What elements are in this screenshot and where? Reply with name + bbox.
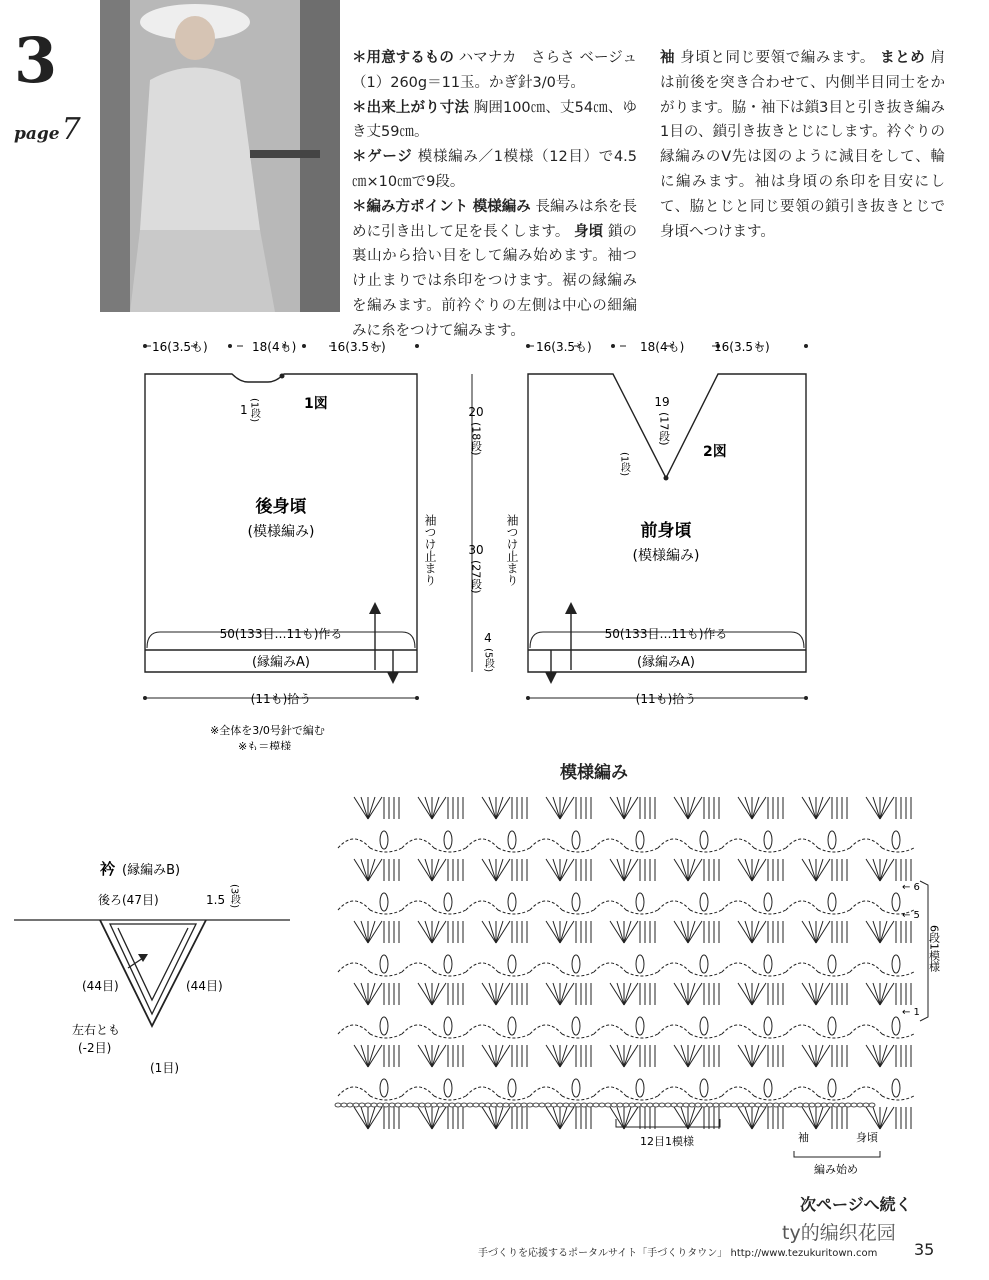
collar-height-rows: (3段) bbox=[228, 884, 240, 909]
instructions-column-2 bbox=[660, 46, 945, 244]
front-pickup-label: (11も)拾う bbox=[635, 692, 697, 706]
back-title: 後身頃 bbox=[255, 497, 307, 517]
page-reference bbox=[14, 112, 81, 147]
front-fig-label: 2図 bbox=[703, 444, 727, 460]
width-label: 12目1模様 bbox=[640, 1135, 694, 1148]
front-dim-right: 16(3.5も) bbox=[714, 340, 770, 354]
row-marker: ← 1 bbox=[902, 1007, 920, 1018]
height-lower-rows: (5段) bbox=[482, 648, 494, 673]
collar-dec-label: 左右とも bbox=[72, 1023, 121, 1037]
sleeve-heading: 袖 bbox=[660, 50, 676, 66]
row-marker: ← 6 bbox=[902, 882, 920, 893]
stitch-chart bbox=[320, 785, 940, 1190]
collar-dec-value: (-2目) bbox=[78, 1041, 112, 1055]
chart-title: 模様編み bbox=[560, 763, 628, 783]
front-down-arrowhead bbox=[545, 672, 557, 684]
back-neck-rows: 1 bbox=[240, 403, 248, 417]
continued-label: 次ページへ続く bbox=[800, 1195, 912, 1214]
note-needle: ※全体を3/0号針で編む bbox=[210, 724, 325, 737]
back-pickup-label: (11も)拾う bbox=[250, 692, 312, 706]
collar-title: 衿 bbox=[100, 860, 116, 878]
height-upper-rows: (18段) bbox=[469, 422, 483, 456]
model-photo bbox=[100, 0, 340, 312]
body-text: 鎖の裏山から拾い目をして編み始めます。袖つけ止まりでは糸印をつけます。裾の縁編みを編みます。前衿ぐりの左側は中心の細編みに糸をつけて編みます。 bbox=[352, 223, 638, 339]
site-footer: 手づくりを応援するポータルサイト「手づくりタウン」 http://www.tezukuritown.com bbox=[478, 1248, 878, 1259]
watermark: ty的编织花园 bbox=[782, 1222, 896, 1244]
back-fig-label: 1図 bbox=[304, 396, 328, 412]
front-dim-left: 16(3.5も) bbox=[536, 340, 592, 354]
back-dim-left: 16(3.5も) bbox=[152, 340, 208, 354]
pattern-text: 長編みは糸を長めに引き出して足を長くします。 bbox=[352, 198, 638, 240]
size-text: 胸囲100㎝、丈54㎝、ゆき丈59㎝。 bbox=[352, 99, 637, 141]
back-subtitle: (模様編み) bbox=[247, 524, 315, 540]
finish-text: 肩は前後を突き合わせて、内側半目同士をかがります。脇・袖下は鎖3目と引き抜き編み1目の、鎖引き抜きとじにします。衿ぐりの縁編みのV先は図のように減目をして、輪に編みます。袖は身頃の糸印を目安にして、脇とじと同じ要領の鎖引き抜きとじで身頃へつけます。 bbox=[660, 50, 946, 240]
size-heading: ＊出来上がり寸法 bbox=[352, 99, 469, 116]
back-neck-rows-paren: (1段) bbox=[248, 398, 260, 423]
back-sleeve-mark: 袖つけ止まり bbox=[423, 514, 437, 586]
front-tip-rows: (1段) bbox=[618, 452, 630, 477]
page-number: 35 bbox=[914, 1240, 935, 1259]
front-v-rows: (17段) bbox=[657, 412, 671, 446]
repeat-label: 6段1模様 bbox=[927, 925, 940, 972]
back-dim-right: 16(3.5も) bbox=[330, 340, 386, 354]
row-marker: ← 5 bbox=[902, 910, 920, 921]
collar-back-label: 後ろ(47目) bbox=[98, 893, 159, 907]
gauge-heading: ＊ゲージ bbox=[352, 149, 413, 166]
sleeve-start-label: 袖 bbox=[798, 1131, 809, 1144]
collar-height: 1.5 bbox=[206, 893, 226, 907]
collar-left-count: (44目) bbox=[82, 979, 119, 993]
materials-heading: ＊用意するもの bbox=[352, 50, 454, 66]
sleeve-text: 身頃と同じ要領で編みます。 bbox=[680, 50, 875, 66]
start-label: 編み始め bbox=[814, 1163, 858, 1176]
body-start-label: 身頃 bbox=[856, 1131, 878, 1144]
front-sleeve-mark: 袖つけ止まり bbox=[505, 514, 519, 586]
height-middle-rows: (27段) bbox=[469, 560, 483, 594]
back-dim-center: 18(4も) bbox=[252, 340, 297, 354]
finish-heading: まとめ bbox=[880, 50, 926, 66]
back-start-label: 50(133目…11も)作る bbox=[219, 627, 343, 641]
pattern-heading: 模様編み bbox=[472, 198, 531, 215]
back-up-arrowhead bbox=[369, 602, 381, 614]
height-lower: 4 bbox=[484, 631, 492, 645]
instructions-column-1 bbox=[352, 46, 637, 344]
collar-right-count: (44目) bbox=[186, 979, 223, 993]
front-up-arrowhead bbox=[565, 602, 577, 614]
height-middle: 30 bbox=[468, 543, 484, 557]
page-ref-number: 7 bbox=[61, 112, 81, 147]
collar-subtitle: (縁編みB) bbox=[122, 863, 181, 878]
note-unit: ※も＝模様 bbox=[238, 740, 292, 750]
front-title: 前身頃 bbox=[640, 521, 692, 541]
back-down-arrowhead bbox=[387, 672, 399, 684]
collar-diagram bbox=[0, 850, 300, 1090]
schematics bbox=[0, 330, 989, 750]
front-start-label: 50(133目…11も)作る bbox=[604, 627, 728, 641]
front-subtitle: (模様編み) bbox=[632, 548, 700, 564]
front-dim-center: 18(4も) bbox=[640, 340, 685, 354]
point-heading: ＊編み方ポイント bbox=[352, 198, 469, 215]
front-v-depth: 19 bbox=[654, 395, 670, 409]
collar-tip-label: (1目) bbox=[150, 1061, 179, 1075]
gauge-text: 模様編み／1模様（12目）で4.5㎝×10㎝で9段。 bbox=[352, 149, 638, 190]
pattern-number: 3 bbox=[14, 24, 58, 97]
page-prefix: page bbox=[14, 124, 60, 144]
front-edge-label: (縁編みA) bbox=[636, 655, 696, 670]
height-upper: 20 bbox=[468, 405, 484, 419]
body-heading: 身頃 bbox=[574, 223, 604, 240]
materials-text: ハマナカ さらさ ベージュ（1）260g＝11玉。かぎ針3/0号。 bbox=[352, 50, 638, 91]
back-edge-label: (縁編みA) bbox=[251, 655, 311, 670]
